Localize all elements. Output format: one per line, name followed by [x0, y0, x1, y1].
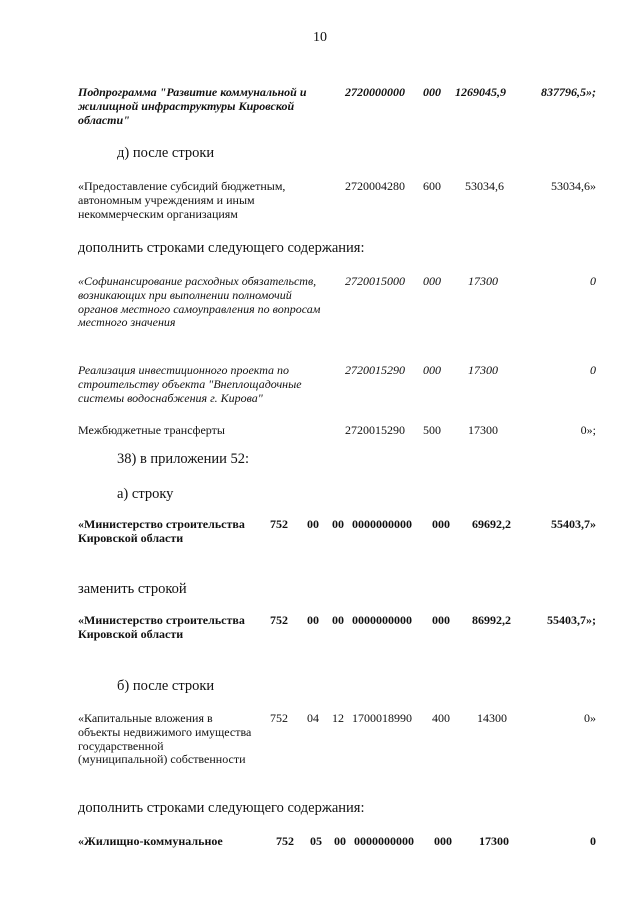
row-subsection: 00: [332, 613, 344, 627]
row-ved: 752: [270, 613, 288, 627]
row-value-1: 86992,2: [472, 613, 511, 627]
row-value-2: 837796,5»;: [541, 85, 596, 99]
page-number: 10: [313, 30, 327, 45]
row-section: 00: [307, 613, 319, 627]
instruction-after-row-d: д) после строки: [117, 145, 215, 161]
row-code: 2720015290: [345, 423, 405, 437]
row-name: «Капитальные вложения в объекты недвижимого имущества государственной (муниципальной) собственности: [78, 711, 252, 767]
row-type: 000: [432, 613, 450, 627]
instruction-replace: заменить строкой: [78, 581, 187, 597]
row-name: «Министерство строительства Кировской области: [78, 517, 245, 545]
row-type: 000: [423, 363, 441, 377]
row-name: «Министерство строительства Кировской области: [78, 613, 245, 641]
row-value-2: 0: [590, 363, 596, 377]
row-value-2: 0: [590, 274, 596, 288]
row-value-2: 0»;: [580, 423, 596, 437]
row-name: Межбюджетные трансферты: [78, 423, 225, 437]
row-code: 1700018990: [352, 711, 412, 725]
row-code: 0000000000: [354, 834, 414, 848]
row-type: 000: [423, 274, 441, 288]
row-value-1: 14300: [477, 711, 507, 725]
row-type: 400: [432, 711, 450, 725]
row-subsection: 00: [332, 517, 344, 531]
row-ved: 752: [270, 711, 288, 725]
row-code: 2720004280: [345, 179, 405, 193]
row-value-1: 17300: [479, 834, 509, 848]
row-name: «Предоставление субсидий бюджетным, автономным учреждениям и иным некоммерческим организациям: [78, 179, 286, 221]
row-type: 000: [434, 834, 452, 848]
row-ved: 752: [270, 517, 288, 531]
row-value-1: 17300: [468, 363, 498, 377]
row-value-2: 55403,7»;: [547, 613, 596, 627]
row-section: 04: [307, 711, 319, 725]
row-value-2: 55403,7»: [551, 517, 596, 531]
row-ved: 752: [276, 834, 294, 848]
row-value-1: 53034,6: [465, 179, 504, 193]
item-38-heading: 38) в приложении 52:: [117, 451, 250, 467]
instruction-add-rows: дополнить строками следующего содержания:: [78, 240, 365, 256]
row-value-2: 53034,6»: [551, 179, 596, 193]
row-code: 0000000000: [352, 517, 412, 531]
instruction-add-rows: дополнить строками следующего содержания:: [78, 800, 365, 816]
row-name: «Софинансирование расходных обязательств, возникающих при выполнении полномочий органов местного самоуправления по вопросам местного значения: [78, 274, 321, 330]
row-value-1: 17300: [468, 423, 498, 437]
row-code: 0000000000: [352, 613, 412, 627]
row-value-2: 0»: [584, 711, 596, 725]
instruction-after-row-b: б) после строки: [117, 678, 215, 694]
row-code: 2720015290: [345, 363, 405, 377]
row-value-1: 17300: [468, 274, 498, 288]
row-name: Подпрограмма "Развитие коммунальной и жилищной инфраструктуры Кировской области": [78, 85, 307, 127]
row-code: 2720000000: [345, 85, 405, 99]
row-type: 600: [423, 179, 441, 193]
row-value-1: 1269045,9: [455, 85, 506, 99]
row-code: 2720015000: [345, 274, 405, 288]
row-type: 000: [423, 85, 441, 99]
row-type: 500: [423, 423, 441, 437]
row-name: «Жилищно-коммунальное: [78, 834, 223, 848]
row-name: Реализация инвестиционного проекта по строительству объекта "Внеплощадочные системы водоснабжения г. Кирова": [78, 363, 302, 405]
row-type: 000: [432, 517, 450, 531]
row-value-1: 69692,2: [472, 517, 511, 531]
row-section: 05: [310, 834, 322, 848]
instruction-row-a: а) строку: [117, 486, 174, 502]
row-value-2: 0: [590, 834, 596, 848]
row-subsection: 00: [334, 834, 346, 848]
row-section: 00: [307, 517, 319, 531]
row-subsection: 12: [332, 711, 344, 725]
